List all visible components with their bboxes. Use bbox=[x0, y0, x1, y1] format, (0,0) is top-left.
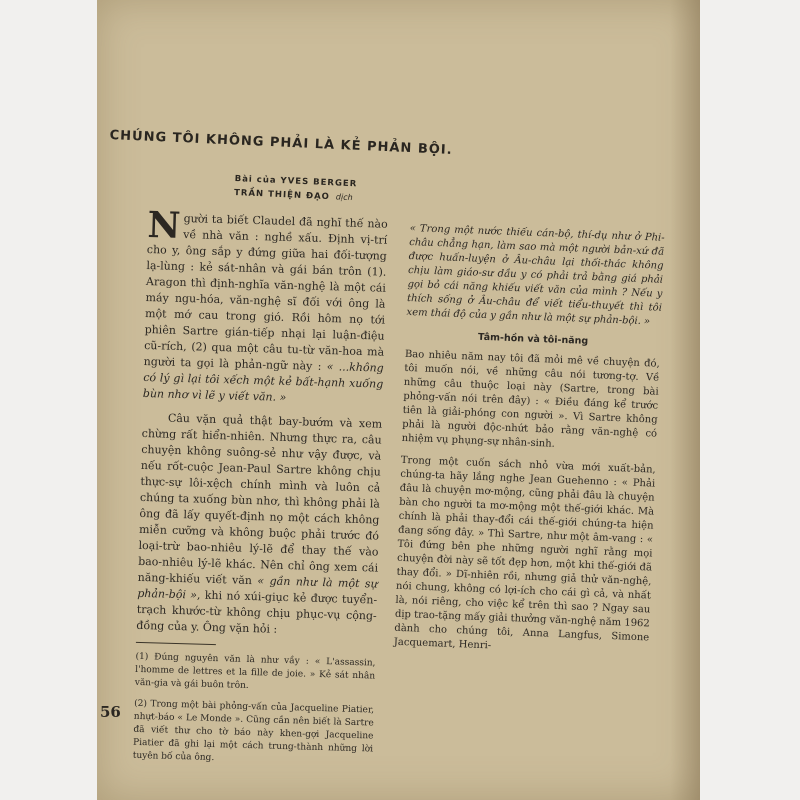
drop-cap: N bbox=[146, 204, 182, 247]
footnote-1: (1) Đúng nguyên văn là như vầy : « L'assassin, l'homme de lettres et la fille de joie. » Kẻ sát nhân văn-gia và gái buôn trôn. bbox=[134, 651, 376, 691]
page-number: 56 bbox=[100, 703, 121, 721]
byline-translator: TRẦN THIỆN ĐẠO bbox=[233, 187, 331, 203]
paragraph-2-end: , khi nó xúi-giục kẻ được tuyển-trạch khước-từ không chịu phục-vụ cộng-đồng của y. Ông vặn hỏi : bbox=[136, 588, 378, 636]
footnote-2: (2) Trong một bài phỏng-vấn của Jacqueline Piatier, nhựt-báo « Le Monde ». Cũng cần nên biết là Sartre đã viết thư cho tờ báo này khen-gợi Jacqueline Piatier đã ghi lại một cách trung-thành những lời tuyên bố của ông. bbox=[132, 698, 375, 764]
footnote-divider bbox=[136, 642, 216, 645]
byline-author: Bài của YVES BERGER bbox=[234, 173, 358, 190]
paragraph-1-quote: « ...không có lý gì lại tôi xếch một kẻ bất-hạnh xuống bùn nhơ vì lẽ y viết văn. » bbox=[142, 360, 384, 404]
paragraph-1-text: gười ta biết Claudel đã nghĩ thế nào về nhà văn : nghề xấu. Định vị-trí cho y, ông sắp y đứng giữa hai đối-tượng lạ-lùng : kẻ sát-nhân và gái bán trôn (1). Aragon thì định-nghĩa văn-nghệ là một cái máy ngu-hóa, văn-nghệ sĩ đối với ông là một mớ cau trong gió. Rồi hôm nọ tới phiên Sartre gián-tiếp nhại lại luận-điệu cũ-rích, (2) qua một câu tu-từ văn-hoa mà người ta gọi là phản-ngữ này : bbox=[143, 212, 388, 373]
left-column bbox=[132, 204, 388, 777]
section-heading: Tâm-hồn và tôi-năng bbox=[477, 331, 589, 347]
paragraph-1 bbox=[142, 204, 388, 409]
page-gutter-shadow bbox=[670, 0, 700, 800]
article-title: CHÚNG TÔI KHÔNG PHẢI LÀ KẺ PHẢN BỘI. bbox=[109, 128, 453, 158]
quote-block: « Trong một nước thiếu cán-bộ, thí-dụ như ở Phi-châu chẳng hạn, làm sao mà một người bản-xứ đã được huấn-luyện ở Âu-châu lại thối-thác không chịu làm giáo-sư dầu y có phải trả bằng giá phải gọi bỏ cái năng khiếu viết văn của mình ? Nếu y thích sống ở Âu-châu để viết tiểu-thuyết thì tôi xem thái độ của y gần như là một sự phản-bội. » bbox=[406, 222, 665, 328]
byline-translator-role: dịch bbox=[335, 192, 353, 203]
paragraph-2-text: Câu vặn quả thật bay-bướm và xem chừng rất hiển-nhiên. Nhưng thực ra, câu chuyện không suông-sẻ như vậy được, và nếu rốt-cuộc Jean-Paul Sartre không chịu thực-sự lôi-xệch chính mình và luôn cả chúng ta xuống bùn nhơ, thì không phải là ông đã lấy quyết-định nọ một cách không miễn cưỡng và không buộc phải trước đó loại-trừ bao-nhiêu lý-lẽ để thay thế vào bao-nhiêu lý-lẽ khác. Nên chỉ ông xem cái năng-khiếu viết văn bbox=[137, 411, 383, 588]
right-column bbox=[393, 222, 665, 667]
byline bbox=[234, 172, 358, 205]
paragraph-2-quote: « gần như là một sự phản-bội » bbox=[137, 574, 378, 602]
paragraph-2 bbox=[136, 410, 382, 641]
paragraph-3: Bao nhiêu năm nay tôi đã mỏi mê về chuyện đó, tôi muốn nói, về những câu nói tương-tợ. Về những câu thuộc loại này (Sartre, trong bài phỏng-vấn nói trên đây) : « Điều đáng kể trước tiên là giải-phóng con người ». Vì Sartre không phải là người độc-nhứt bảo rằng văn-nghệ có nhiệm vụ phụng-sự nhân-sinh. bbox=[401, 348, 660, 450]
paragraph-4: Trong một cuốn sách nhỏ vừa mới xuất-bản, chúng-ta hãy lắng nghe Jean Guehenno : « Phải đâu là chuyện mơ-mộng, cũng phải đâu là chuyện bàn cho người ta mơ-mộng một thế-giới khác. Mà chính là phải thay-đổi cái thế-giới chúng-ta hiện đang sống đây. » Thì Sartre, như một âm-vang : « Tôi đứng bên phe những người nghĩ rằng mọi chuyện đời này sẽ tốt đẹp hơn, một khi thế-giới đã thay đổi. » Dĩ-nhiên rồi, nhưng giả thử văn-nghệ, nói chung, không có lợi-ích cho cái gì cả, và nhất là, nói riêng, cho việc kể trên thì sao ? Ngay sau dịp trao-tặng mấy giải thưởng văn-nghệ năm 1962 dành cho chúng tôi, Anna Langfus, Simone Jacquemart, Henri- bbox=[393, 454, 656, 652]
